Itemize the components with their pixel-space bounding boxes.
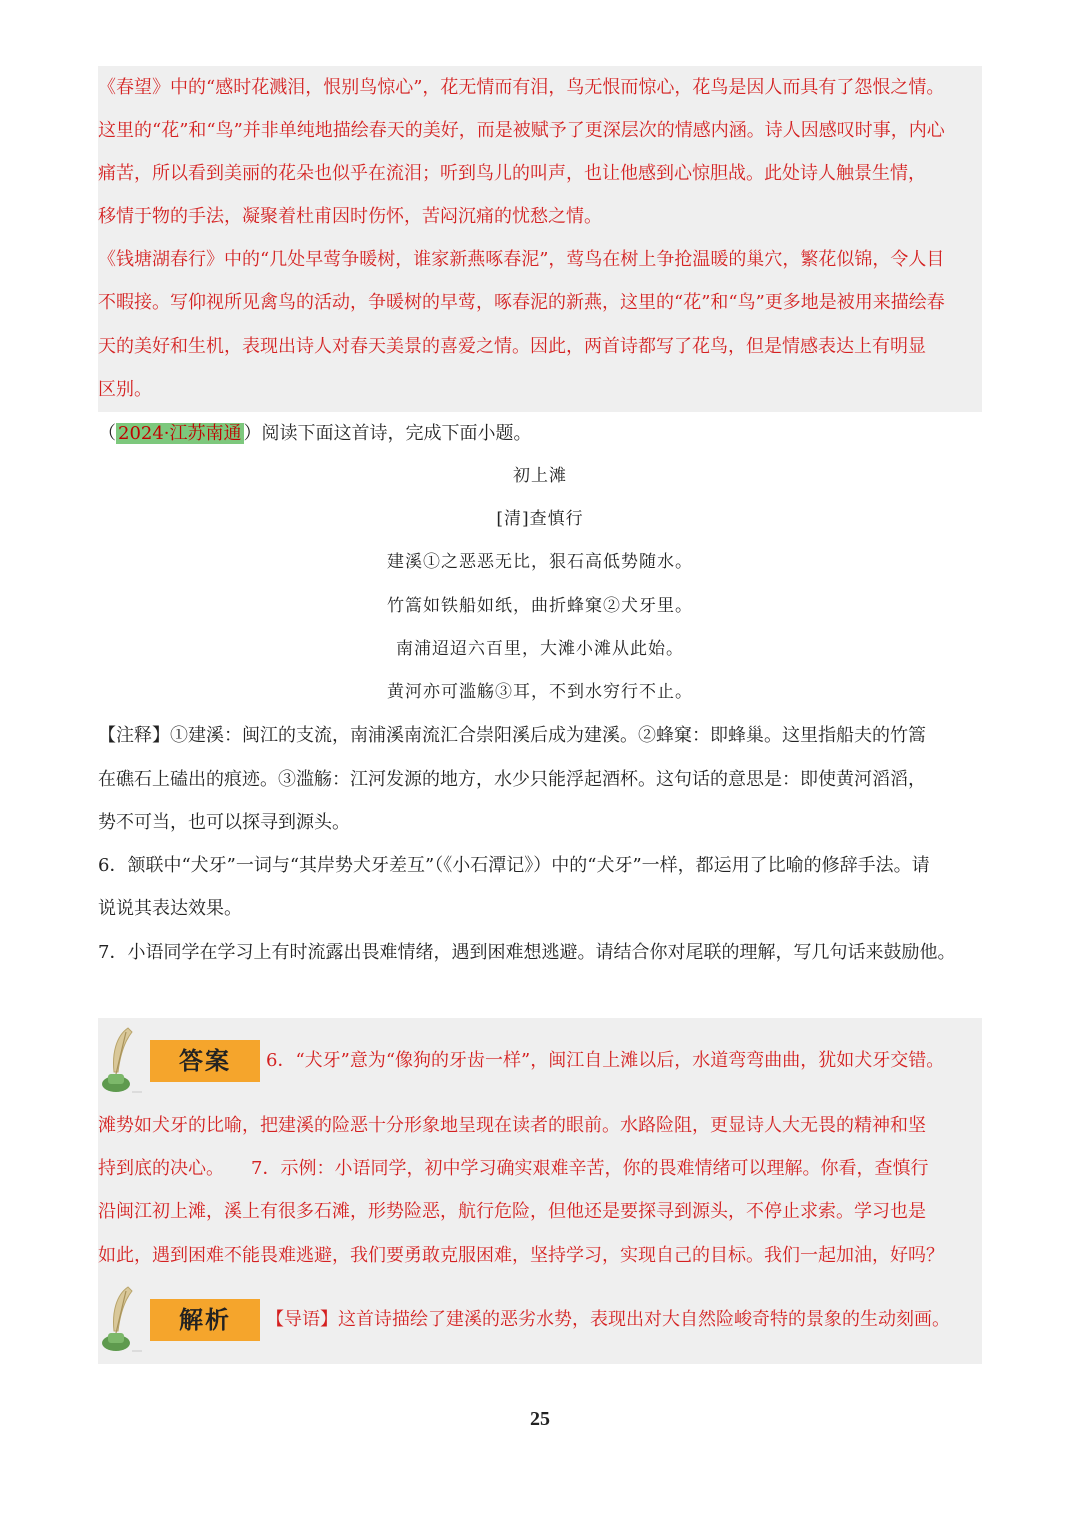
analysis-line: 不暇接。写仰视所见禽鸟的活动，争暖树的早莺，啄春泥的新燕，这里的“花”和“鸟”更多地是被用来描绘春 xyxy=(98,292,945,313)
poem-line: 南浦迢迢六百里，大滩小滩从此始。 xyxy=(396,639,684,659)
poem-author: [清]查慎行 xyxy=(496,509,584,529)
question-6: 6．颔联中“犬牙”一词与“其岸势犬牙差互”（《小石潭记》）中的“犬牙”一样，都运用了比喻的修辞手法。请 xyxy=(98,855,930,876)
source-tag: 2024·江苏南通 xyxy=(118,423,242,444)
question-7: 7．小语同学在学习上有时流露出畏难情绪，遇到困难想逃避。请结合你对尾联的理解，写几句话来鼓励他。 xyxy=(98,942,956,963)
poem-line: 竹篙如铁船如纸，曲折蜂窠②犬牙里。 xyxy=(387,596,693,616)
answer-line: 沿闽江初上滩，溪上有很多石滩，形势险恶，航行危险，但他还是要探寻到源头，不停止求索。学习也是 xyxy=(98,1201,926,1222)
poem-line: 黄河亦可滥觞③耳，不到水穷行不止。 xyxy=(387,682,693,702)
explanation-first-line: 【导语】这首诗描绘了建溪的恶劣水势，表现出对大自然险峻奇特的景象的生动刻画。 xyxy=(266,1309,950,1330)
question-6-cont: 说说其表达效果。 xyxy=(98,898,242,919)
answer-line: 如此，遇到困难不能畏难逃避，我们要勇敢克服困难，坚持学习，实现自己的目标。我们一起加油，好吗？ xyxy=(98,1245,944,1266)
quill-inkpot-icon xyxy=(98,1285,142,1355)
explanation-badge: 解析 xyxy=(150,1299,260,1341)
analysis-line: 区别。 xyxy=(98,379,152,400)
answer-line: 持到底的决心。 7．示例：小语同学，初中学习确实艰难辛苦，你的畏难情绪可以理解。你看，查慎行 xyxy=(98,1158,929,1179)
notes-line: 势不可当，也可以探寻到源头。 xyxy=(98,812,350,833)
page-number: 25 xyxy=(530,1408,550,1430)
analysis-line: 这里的“花”和“鸟”并非单纯地描绘春天的美好，而是被赋予了更深层次的情感内涵。诗人因感叹时事，内心 xyxy=(98,120,945,141)
analysis-line: 痛苦，所以看到美丽的花朵也似乎在流泪；听到鸟儿的叫声，也让他感到心惊胆战。此处诗人触景生情， xyxy=(98,163,926,184)
answer-first-line: 6．“犬牙”意为“像狗的牙齿一样”，闽江自上滩以后，水道弯弯曲曲，犹如犬牙交错。 xyxy=(266,1050,945,1071)
poem-title: 初上滩 xyxy=(513,466,567,486)
notes-line: 【注释】①建溪：闽江的支流，南浦溪南流汇合崇阳溪后成为建溪。②蜂窠：即蜂巢。这里指船夫的竹篙 xyxy=(98,725,926,746)
analysis-line: 移情于物的手法，凝聚着杜甫因时伤怀，苦闷沉痛的忧愁之情。 xyxy=(98,206,602,227)
intro-text: ）阅读下面这首诗，完成下面小题。 xyxy=(243,423,532,444)
answer-line: 滩势如犬牙的比喻，把建溪的险恶十分形象地呈现在读者的眼前。水路险阻，更显诗人大无畏的精神和坚 xyxy=(98,1115,926,1136)
answer-badge: 答案 xyxy=(150,1040,260,1082)
analysis-line: 天的美好和生机，表现出诗人对春天美景的喜爱之情。因此，两首诗都写了花鸟，但是情感表达上有明显 xyxy=(98,336,926,357)
question-intro xyxy=(98,412,982,455)
notes-line: 在礁石上磕出的痕迹。③滥觞：江河发源的地方，水少只能浮起酒杯。这句话的意思是：即使黄河滔滔， xyxy=(98,769,926,790)
analysis-line: 《钱塘湖春行》中的“几处早莺争暖树，谁家新燕啄春泥”，莺鸟在树上争抢温暖的巢穴，繁花似锦，令人目 xyxy=(98,249,945,270)
answer-header xyxy=(98,1026,982,1096)
analysis-line: 《春望》中的“感时花溅泪，恨别鸟惊心”，花无情而有泪，鸟无恨而惊心，花鸟是因人而具有了怨恨之情。 xyxy=(98,77,945,98)
quill-inkpot-icon xyxy=(98,1026,142,1096)
intro-open-paren: （ xyxy=(98,423,116,444)
explanation-header xyxy=(98,1285,982,1355)
poem-line: 建溪①之恶恶无比，狠石高低势随水。 xyxy=(387,552,693,572)
